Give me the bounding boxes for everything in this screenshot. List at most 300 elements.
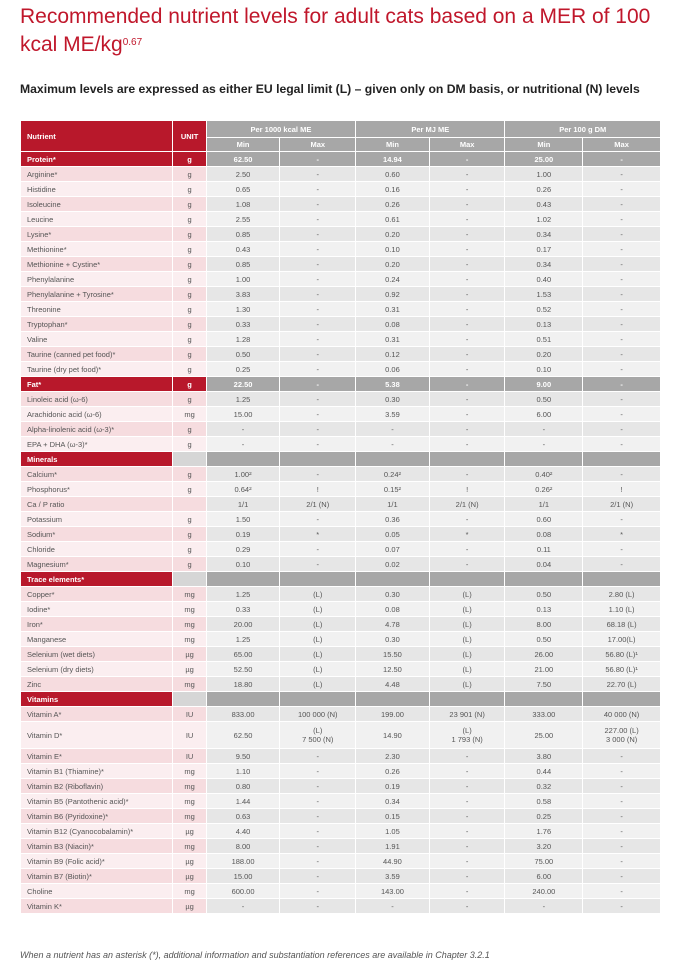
value-cell: - (430, 557, 505, 571)
value-cell: (L) 1 793 (N) (430, 722, 505, 748)
unit-cell: µg (173, 899, 205, 913)
section-blank (505, 572, 582, 586)
value-cell: - (583, 764, 660, 778)
header-min: Min (356, 138, 429, 151)
value-cell: - (430, 362, 505, 376)
value-cell: - (430, 869, 505, 883)
section-blank (430, 692, 505, 706)
value-cell: 0.15 (356, 809, 429, 823)
value-cell: 0.15² (356, 482, 429, 496)
unit-cell: µg (173, 662, 205, 676)
value-cell: - (430, 182, 505, 196)
nutrient-name: Linoleic acid (ω-6) (21, 392, 172, 406)
value-cell: - (280, 422, 355, 436)
value-cell: - (430, 347, 505, 361)
unit-cell: g (173, 212, 205, 226)
value-cell: 0.29 (207, 542, 280, 556)
value-cell: * (430, 527, 505, 541)
header-group: Per 1000 kcal ME (207, 121, 355, 137)
table-row (21, 677, 660, 691)
value-cell: - (356, 422, 429, 436)
value-cell: 0.34 (505, 227, 582, 241)
nutrient-name: Phenylalanine + Tyrosine* (21, 287, 172, 301)
table-row (21, 302, 660, 316)
value-cell: ! (280, 482, 355, 496)
nutrient-name: Vitamin B12 (Cyanocobalamin)* (21, 824, 172, 838)
value-cell: - (280, 869, 355, 883)
unit-cell: g (173, 362, 205, 376)
value-cell: (L) (430, 647, 505, 661)
value-cell: 0.26 (356, 197, 429, 211)
value-cell: 14.94 (356, 152, 429, 166)
value-cell: 143.00 (356, 884, 429, 898)
unit-cell: mg (173, 632, 205, 646)
value-cell: 0.58 (505, 794, 582, 808)
value-cell: 56.80 (L)¹ (583, 662, 660, 676)
table-row (21, 779, 660, 793)
unit-cell: mg (173, 764, 205, 778)
value-cell: 0.85 (207, 257, 280, 271)
value-cell: 0.13 (505, 317, 582, 331)
value-cell: 44.90 (356, 854, 429, 868)
unit-cell: g (173, 317, 205, 331)
value-cell: * (280, 527, 355, 541)
value-cell: - (280, 407, 355, 421)
value-cell: (L) (430, 587, 505, 601)
value-cell: 0.25 (207, 362, 280, 376)
value-cell: 0.30 (356, 587, 429, 601)
value-cell: - (430, 212, 505, 226)
unit-cell: g (173, 182, 205, 196)
value-cell: - (430, 824, 505, 838)
value-cell: 0.12 (356, 347, 429, 361)
nutrient-name: EPA + DHA (ω-3)* (21, 437, 172, 451)
value-cell: - (583, 377, 660, 391)
header-max: Max (430, 138, 505, 151)
section-row (21, 692, 660, 706)
value-cell: - (583, 227, 660, 241)
title-superscript: 0.67 (122, 37, 143, 48)
value-cell: 0.60 (505, 512, 582, 526)
value-cell: 0.10 (505, 362, 582, 376)
subtitle: Maximum levels are expressed as either EU legal limit (L) – given only on DM basis, or nutritional (N) levels (20, 82, 640, 96)
value-cell: - (430, 809, 505, 823)
table-row (21, 647, 660, 661)
unit-cell: µg (173, 647, 205, 661)
value-cell: 26.00 (505, 647, 582, 661)
unit-cell: mg (173, 587, 205, 601)
value-cell: 0.31 (356, 332, 429, 346)
unit-cell: IU (173, 722, 205, 748)
nutrient-name: Choline (21, 884, 172, 898)
unit-cell: g (173, 227, 205, 241)
value-cell: - (280, 437, 355, 451)
value-cell: - (280, 272, 355, 286)
value-cell: 188.00 (207, 854, 280, 868)
section-row (21, 452, 660, 466)
value-cell: - (280, 317, 355, 331)
value-cell: 15.00 (207, 869, 280, 883)
value-cell: - (583, 257, 660, 271)
nutrient-name: Vitamin B9 (Folic acid)* (21, 854, 172, 868)
table-row (21, 542, 660, 556)
value-cell: 56.80 (L)¹ (583, 647, 660, 661)
unit-cell: mg (173, 407, 205, 421)
value-cell: 0.20 (505, 347, 582, 361)
nutrient-name: Vitamin B3 (Niacin)* (21, 839, 172, 853)
value-cell: - (280, 512, 355, 526)
value-cell: 68.18 (L) (583, 617, 660, 631)
value-cell: - (280, 899, 355, 913)
section-blank (583, 572, 660, 586)
value-cell: - (505, 899, 582, 913)
table-row (21, 899, 660, 913)
unit-cell: g (173, 557, 205, 571)
nutrient-name: Copper* (21, 587, 172, 601)
unit-cell: µg (173, 869, 205, 883)
nutrient-name: Methionine + Cystine* (21, 257, 172, 271)
header-group: Per 100 g DM (505, 121, 660, 137)
value-cell: - (280, 257, 355, 271)
value-cell: 15.00 (207, 407, 280, 421)
value-cell: - (583, 557, 660, 571)
value-cell: 2.55 (207, 212, 280, 226)
value-cell: 1.00 (207, 272, 280, 286)
value-cell: - (430, 512, 505, 526)
nutrient-name: Leucine (21, 212, 172, 226)
value-cell: 1.76 (505, 824, 582, 838)
value-cell: 4.40 (207, 824, 280, 838)
value-cell: 2.50 (207, 167, 280, 181)
value-cell: - (583, 794, 660, 808)
value-cell: 1.10 (L) (583, 602, 660, 616)
header-unit: UNIT (173, 121, 205, 151)
value-cell: 0.02 (356, 557, 429, 571)
value-cell: - (280, 392, 355, 406)
value-cell: 2/1 (N) (280, 497, 355, 511)
nutrient-name: Vitamin B6 (Pyridoxine)* (21, 809, 172, 823)
section-blank (280, 572, 355, 586)
value-cell: - (583, 839, 660, 853)
section-blank (505, 452, 582, 466)
value-cell: - (280, 212, 355, 226)
value-cell: ! (430, 482, 505, 496)
value-cell: 0.08 (505, 527, 582, 541)
section-blank (505, 692, 582, 706)
value-cell: - (280, 794, 355, 808)
group-row (21, 152, 660, 166)
value-cell: - (280, 809, 355, 823)
value-cell: 0.50 (207, 347, 280, 361)
section-blank (280, 692, 355, 706)
value-cell: - (430, 542, 505, 556)
value-cell: - (280, 347, 355, 361)
header-nutrient: Nutrient (21, 121, 172, 151)
table-row (21, 197, 660, 211)
value-cell: - (280, 242, 355, 256)
table-row (21, 512, 660, 526)
nutrient-name: Vitamin K* (21, 899, 172, 913)
unit-cell: mg (173, 617, 205, 631)
value-cell: 0.19 (356, 779, 429, 793)
value-cell: - (430, 242, 505, 256)
header-max: Max (280, 138, 355, 151)
value-cell: 0.26 (505, 182, 582, 196)
table-row (21, 212, 660, 226)
value-cell: 0.20 (356, 227, 429, 241)
value-cell: - (583, 407, 660, 421)
value-cell: 22.70 (L) (583, 677, 660, 691)
value-cell: - (207, 437, 280, 451)
table-row (21, 167, 660, 181)
value-cell: - (583, 749, 660, 763)
value-cell: - (583, 422, 660, 436)
value-cell: - (583, 347, 660, 361)
value-cell: - (430, 167, 505, 181)
unit-cell: g (173, 242, 205, 256)
value-cell: - (430, 302, 505, 316)
value-cell: (L) (280, 602, 355, 616)
value-cell: 0.17 (505, 242, 582, 256)
value-cell: 0.10 (207, 557, 280, 571)
value-cell: 0.63 (207, 809, 280, 823)
nutrient-name: Vitamin B5 (Pantothenic acid)* (21, 794, 172, 808)
value-cell: - (583, 869, 660, 883)
value-cell: 1.91 (356, 839, 429, 853)
value-cell: * (583, 527, 660, 541)
value-cell: - (430, 854, 505, 868)
value-cell: 0.13 (505, 602, 582, 616)
value-cell: - (430, 839, 505, 853)
value-cell: - (583, 512, 660, 526)
table-row (21, 227, 660, 241)
value-cell: (L) (280, 617, 355, 631)
value-cell: 0.61 (356, 212, 429, 226)
value-cell: - (430, 467, 505, 481)
value-cell: 0.40 (505, 272, 582, 286)
section-blank (583, 692, 660, 706)
value-cell: - (280, 749, 355, 763)
value-cell: 0.43 (505, 197, 582, 211)
value-cell: 1/1 (505, 497, 582, 511)
value-cell: - (280, 542, 355, 556)
nutrient-name: Alpha-linolenic acid (ω-3)* (21, 422, 172, 436)
value-cell: 0.60 (356, 167, 429, 181)
unit-cell: g (173, 422, 205, 436)
value-cell: (L) (280, 587, 355, 601)
value-cell: 23 901 (N) (430, 707, 505, 721)
value-cell: - (583, 542, 660, 556)
value-cell: - (280, 467, 355, 481)
value-cell: - (430, 287, 505, 301)
nutrient-name: Threonine (21, 302, 172, 316)
unit-cell: g (173, 482, 205, 496)
value-cell: - (280, 764, 355, 778)
value-cell: 0.36 (356, 512, 429, 526)
section-blank (207, 452, 280, 466)
value-cell: - (583, 899, 660, 913)
value-cell: 0.25 (505, 809, 582, 823)
table-row (21, 332, 660, 346)
value-cell: - (430, 152, 505, 166)
value-cell: - (280, 779, 355, 793)
table-row (21, 854, 660, 868)
value-cell: 1.50 (207, 512, 280, 526)
table-row (21, 884, 660, 898)
value-cell: - (356, 437, 429, 451)
value-cell: - (583, 167, 660, 181)
value-cell: 14.90 (356, 722, 429, 748)
unit-cell: mg (173, 794, 205, 808)
value-cell: 21.00 (505, 662, 582, 676)
value-cell: - (583, 824, 660, 838)
group-row (21, 377, 660, 391)
section-blank (207, 572, 280, 586)
value-cell: 1.53 (505, 287, 582, 301)
value-cell: 0.10 (356, 242, 429, 256)
nutrient-name: Iodine* (21, 602, 172, 616)
nutrient-name: Sodium* (21, 527, 172, 541)
value-cell: - (583, 437, 660, 451)
header-group: Per MJ ME (356, 121, 504, 137)
value-cell: - (583, 317, 660, 331)
nutrient-name: Phosphorus* (21, 482, 172, 496)
unit-cell: g (173, 347, 205, 361)
value-cell: 0.08 (356, 317, 429, 331)
table-row (21, 824, 660, 838)
value-cell: 22.50 (207, 377, 280, 391)
value-cell: 333.00 (505, 707, 582, 721)
section-blank (356, 692, 429, 706)
nutrient-name: Zinc (21, 677, 172, 691)
value-cell: 4.48 (356, 677, 429, 691)
value-cell: 0.80 (207, 779, 280, 793)
value-cell: 5.38 (356, 377, 429, 391)
value-cell: 3.83 (207, 287, 280, 301)
value-cell: - (505, 437, 582, 451)
value-cell: 0.51 (505, 332, 582, 346)
value-cell: 0.24 (356, 272, 429, 286)
value-cell: - (280, 182, 355, 196)
value-cell: - (430, 779, 505, 793)
table-row (21, 707, 660, 721)
value-cell: - (583, 809, 660, 823)
table-row (21, 497, 660, 511)
nutrient-name: Iron* (21, 617, 172, 631)
value-cell: 0.65 (207, 182, 280, 196)
section-blank (356, 452, 429, 466)
value-cell: ! (583, 482, 660, 496)
value-cell: - (430, 899, 505, 913)
table-row (21, 437, 660, 451)
header-max: Max (583, 138, 660, 151)
table-row (21, 242, 660, 256)
value-cell: 0.64² (207, 482, 280, 496)
value-cell: 600.00 (207, 884, 280, 898)
value-cell: - (583, 302, 660, 316)
value-cell: 9.50 (207, 749, 280, 763)
nutrient-name: Phenylalanine (21, 272, 172, 286)
nutrient-name: Valine (21, 332, 172, 346)
table-row (21, 317, 660, 331)
value-cell: - (583, 212, 660, 226)
value-cell: 0.34 (356, 794, 429, 808)
value-cell: 2/1 (N) (583, 497, 660, 511)
value-cell: - (583, 287, 660, 301)
value-cell: 40 000 (N) (583, 707, 660, 721)
nutrient-name: Vitamin B2 (Riboflavin) (21, 779, 172, 793)
section-label: Minerals (21, 452, 172, 466)
table-row (21, 257, 660, 271)
value-cell: - (430, 437, 505, 451)
header-min: Min (207, 138, 280, 151)
value-cell: 0.05 (356, 527, 429, 541)
value-cell: - (356, 899, 429, 913)
unit-cell: mg (173, 779, 205, 793)
value-cell: 100 000 (N) (280, 707, 355, 721)
nutrient-name: Protein* (21, 152, 172, 166)
unit-cell: g (173, 512, 205, 526)
value-cell: 2.30 (356, 749, 429, 763)
table-row (21, 287, 660, 301)
unit-cell: g (173, 332, 205, 346)
value-cell: - (280, 152, 355, 166)
value-cell: 1.25 (207, 632, 280, 646)
table-row (21, 182, 660, 196)
value-cell: - (583, 362, 660, 376)
value-cell: 0.50 (505, 392, 582, 406)
value-cell: 25.00 (505, 152, 582, 166)
value-cell: - (583, 779, 660, 793)
table-row (21, 347, 660, 361)
section-blank (173, 452, 205, 466)
value-cell: 12.50 (356, 662, 429, 676)
section-label: Vitamins (21, 692, 172, 706)
value-cell: - (280, 362, 355, 376)
section-blank (173, 572, 205, 586)
value-cell: - (280, 839, 355, 853)
unit-cell: µg (173, 824, 205, 838)
value-cell: (L) (430, 632, 505, 646)
value-cell: 0.32 (505, 779, 582, 793)
nutrient-name: Vitamin E* (21, 749, 172, 763)
table-row (21, 602, 660, 616)
table-row (21, 557, 660, 571)
section-blank (207, 692, 280, 706)
value-cell: 0.26 (356, 764, 429, 778)
value-cell: 0.24² (356, 467, 429, 481)
value-cell: 9.00 (505, 377, 582, 391)
value-cell: - (430, 257, 505, 271)
section-blank (430, 452, 505, 466)
value-cell: - (207, 899, 280, 913)
value-cell: 0.34 (505, 257, 582, 271)
value-cell: 1.30 (207, 302, 280, 316)
unit-cell: g (173, 542, 205, 556)
nutrient-name: Histidine (21, 182, 172, 196)
value-cell: - (583, 182, 660, 196)
value-cell: 2/1 (N) (430, 497, 505, 511)
value-cell: - (280, 227, 355, 241)
value-cell: 3.59 (356, 407, 429, 421)
section-blank (280, 452, 355, 466)
table-row (21, 662, 660, 676)
value-cell: - (280, 854, 355, 868)
value-cell: (L) (280, 677, 355, 691)
value-cell: - (583, 884, 660, 898)
value-cell: - (430, 332, 505, 346)
table-row (21, 482, 660, 496)
